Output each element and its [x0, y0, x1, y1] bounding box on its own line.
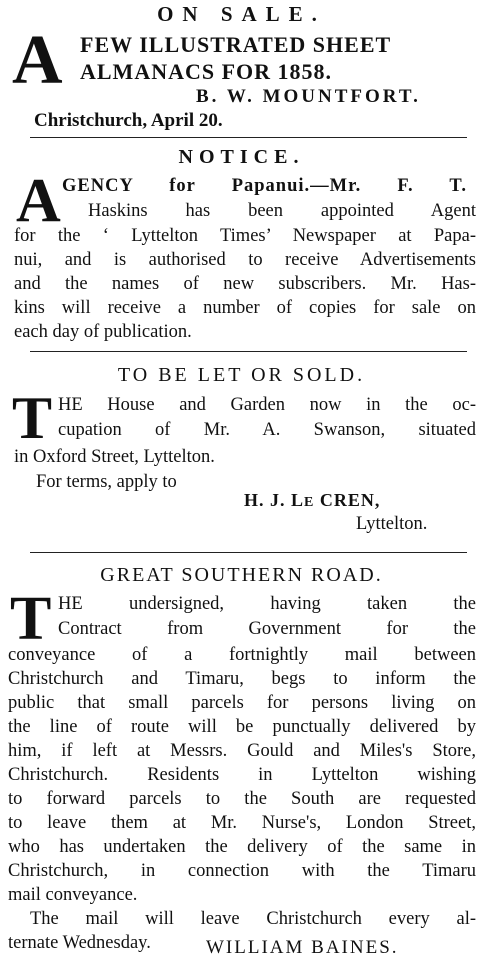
ad-line: for the ‘ Lyttelton Times’ Newspaper at Papa- [14, 226, 476, 246]
ad-line: For terms, apply to [36, 472, 177, 492]
ad-line: cupation of Mr. A. Swanson, situated [58, 420, 476, 440]
ad-heading: NOTICE. [178, 146, 305, 168]
ad-line: Contract from Government for the [58, 619, 476, 639]
ad-line: ternate Wednesday. [8, 933, 151, 953]
ad-line: him, if left at Messrs. Gould and Miles's Store, [8, 741, 476, 761]
ad-line: ALMANACS FOR 1858. [80, 59, 333, 84]
ad-place-date: Christchurch, April 20. [34, 110, 223, 131]
ad-signature-place: Lyttelton. [356, 514, 428, 534]
ad-line: The mail will leave Christchurch every al- [30, 909, 476, 929]
ad-line: who has undertaken the delivery of the same in [8, 837, 476, 857]
divider-rule [30, 137, 467, 138]
ad-line: to forward parcels to the South are requested [8, 789, 476, 809]
signature-name: CREN, [314, 490, 381, 510]
ad-line: Christchurch, in connection with the Timaru [8, 861, 476, 881]
signature-initials: H. J. L [244, 490, 305, 510]
ad-line: and the names of new subscribers. Mr. Has- [14, 274, 476, 294]
ad-line: in Oxford Street, Lyttelton. [14, 447, 215, 467]
ad-signature: WILLIAM BAINES. [206, 937, 399, 958]
ad-heading: GREAT SOUTHERN ROAD. [100, 564, 383, 586]
ad-heading: ON SALE. [157, 2, 326, 26]
ad-signature [244, 490, 380, 511]
ad-line: HE undersigned, having taken the [58, 594, 476, 614]
ad-heading: TO BE LET OR SOLD. [117, 364, 366, 386]
drop-cap: A [16, 167, 61, 235]
divider-rule [30, 351, 467, 352]
ad-line: public that small parcels for persons living on [8, 693, 476, 713]
ad-line: Haskins has been appointed Agent [88, 201, 476, 221]
ad-line: Christchurch and Timaru, begs to inform the [8, 669, 476, 689]
signature-small-caps: E [304, 495, 315, 510]
ad-line: to leave them at Mr. Nurse's, London Street, [8, 813, 476, 833]
ad-line: HE House and Garden now in the oc- [58, 395, 476, 415]
ad-line: mail conveyance. [8, 885, 138, 905]
ad-line: FEW ILLUSTRATED SHEET [80, 32, 392, 57]
drop-cap: T [10, 585, 52, 653]
ad-line: GENCY for Papanui.—Mr. F. T. [62, 176, 467, 196]
ad-line: nui, and is authorised to receive Advertisements [14, 250, 476, 270]
ad-line: the line of route will be punctually delivered by [8, 717, 476, 737]
ad-line: each day of publication. [14, 322, 192, 342]
ad-line: kins will receive a number of copies for sale on [14, 298, 476, 318]
drop-cap: T [12, 385, 53, 451]
divider-rule [30, 552, 467, 553]
ad-line: Christchurch. Residents in Lyttelton wishing [8, 765, 476, 785]
ad-line: conveyance of a fortnightly mail between [8, 645, 476, 665]
drop-cap: A [12, 22, 63, 99]
ad-signature: B. W. MOUNTFORT. [196, 86, 421, 107]
